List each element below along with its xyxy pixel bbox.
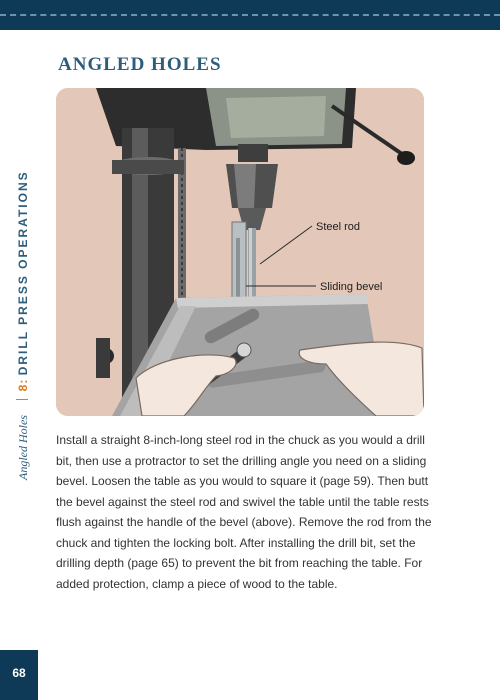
- page-title: ANGLED HOLES: [58, 54, 222, 75]
- top-banner: [0, 0, 500, 30]
- illustration: [56, 88, 424, 416]
- callout-sliding-bevel: Sliding bevel: [320, 281, 383, 293]
- header-divider: [16, 399, 28, 400]
- running-header: [16, 170, 31, 480]
- drill-press-illustration: [56, 88, 424, 416]
- chapter-title: DRILL PRESS OPERATIONS: [16, 170, 30, 376]
- chapter-number: 8:: [16, 378, 30, 392]
- section-label: Angled Holes: [16, 415, 30, 480]
- banner-dashed-line: [0, 14, 500, 16]
- caption-text: Install a straight 8-inch-long steel rod in the chuck as you would a drill bit, then use a protractor to set the drilling angle you need on a sliding bevel. Loosen the table as you would to square it (page 59). Then butt the bevel against the steel rod and swivel the table until the table rests flush against the handle of the bevel (above). Remove the rod from the chuck and tighten the locking bolt. After installing the drill bit, set the drilling depth (page 65) to prevent the bit from reaching the table. For added protection, clamp a piece of wood to the table.: [56, 433, 432, 591]
- callout-steel-rod: Steel rod: [316, 221, 361, 233]
- page-number: 68: [12, 666, 26, 680]
